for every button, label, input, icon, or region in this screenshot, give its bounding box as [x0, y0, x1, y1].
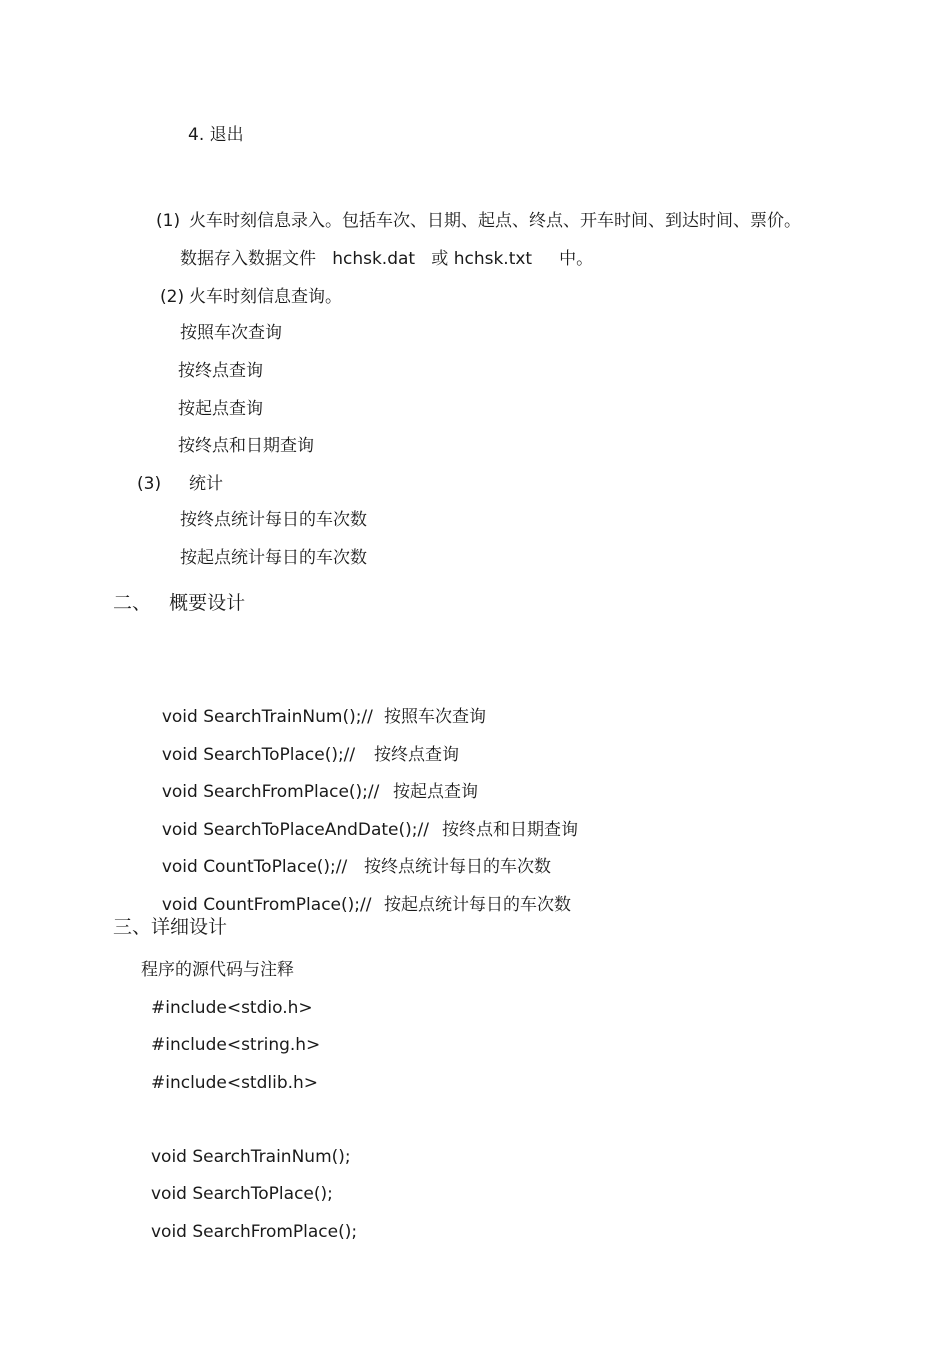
- function-line: [151, 872, 571, 916]
- function-code: void CountFromPlace();//: [161, 895, 372, 915]
- requirement-3-text: 统计: [189, 474, 223, 494]
- function-code: void SearchFromPlace();//: [161, 782, 380, 802]
- include-line: #include<stdio.h>: [151, 998, 313, 1018]
- function-comment: 按终点统计每日的车次数: [364, 857, 551, 877]
- query-item: 按起点查询: [178, 399, 263, 419]
- include-line: #include<stdlib.h>: [151, 1073, 319, 1093]
- requirement-2-text: 火车时刻信息查询。: [189, 287, 342, 307]
- declaration-line: void SearchTrainNum();: [151, 1147, 351, 1167]
- requirement-3-number: (3): [137, 474, 162, 494]
- declaration-line: void SearchFromPlace();: [151, 1222, 358, 1242]
- include-line: #include<string.h>: [151, 1035, 321, 1055]
- query-item: 按照车次查询: [180, 323, 282, 343]
- function-code: void SearchToPlaceAndDate();//: [161, 820, 429, 840]
- function-comment: 按照车次查询: [384, 707, 486, 727]
- function-comment: 按起点查询: [393, 782, 478, 802]
- section-3-subtitle: 程序的源代码与注释: [141, 960, 294, 980]
- function-comment: 按终点查询: [374, 745, 459, 765]
- stat-item: 按终点统计每日的车次数: [180, 510, 367, 530]
- requirement-1-text: 火车时刻信息录入。包括车次、日期、起点、终点、开车时间、到达时间、票价。: [189, 211, 801, 231]
- query-item: 按终点和日期查询: [178, 436, 314, 456]
- requirement-2-number: (2): [160, 287, 185, 307]
- function-code: void CountToPlace();//: [161, 857, 348, 877]
- section-3-heading: 三、详细设计: [113, 916, 228, 938]
- function-code: void SearchTrainNum();//: [161, 707, 373, 727]
- function-code: void SearchToPlace();//: [161, 745, 356, 765]
- requirement-1-number: (1): [156, 211, 181, 231]
- exit-item: 4. 退出: [188, 125, 244, 145]
- query-item: 按终点查询: [178, 361, 263, 381]
- stat-item: 按起点统计每日的车次数: [180, 548, 367, 568]
- function-comment: 按起点统计每日的车次数: [384, 895, 571, 915]
- function-comment: 按终点和日期查询: [442, 820, 578, 840]
- section-2-heading: 二、 概要设计: [113, 592, 246, 614]
- declaration-line: void SearchToPlace();: [151, 1184, 333, 1204]
- requirement-1-continuation: 数据存入数据文件 hchsk.dat 或 hchsk.txt 中。: [180, 249, 594, 269]
